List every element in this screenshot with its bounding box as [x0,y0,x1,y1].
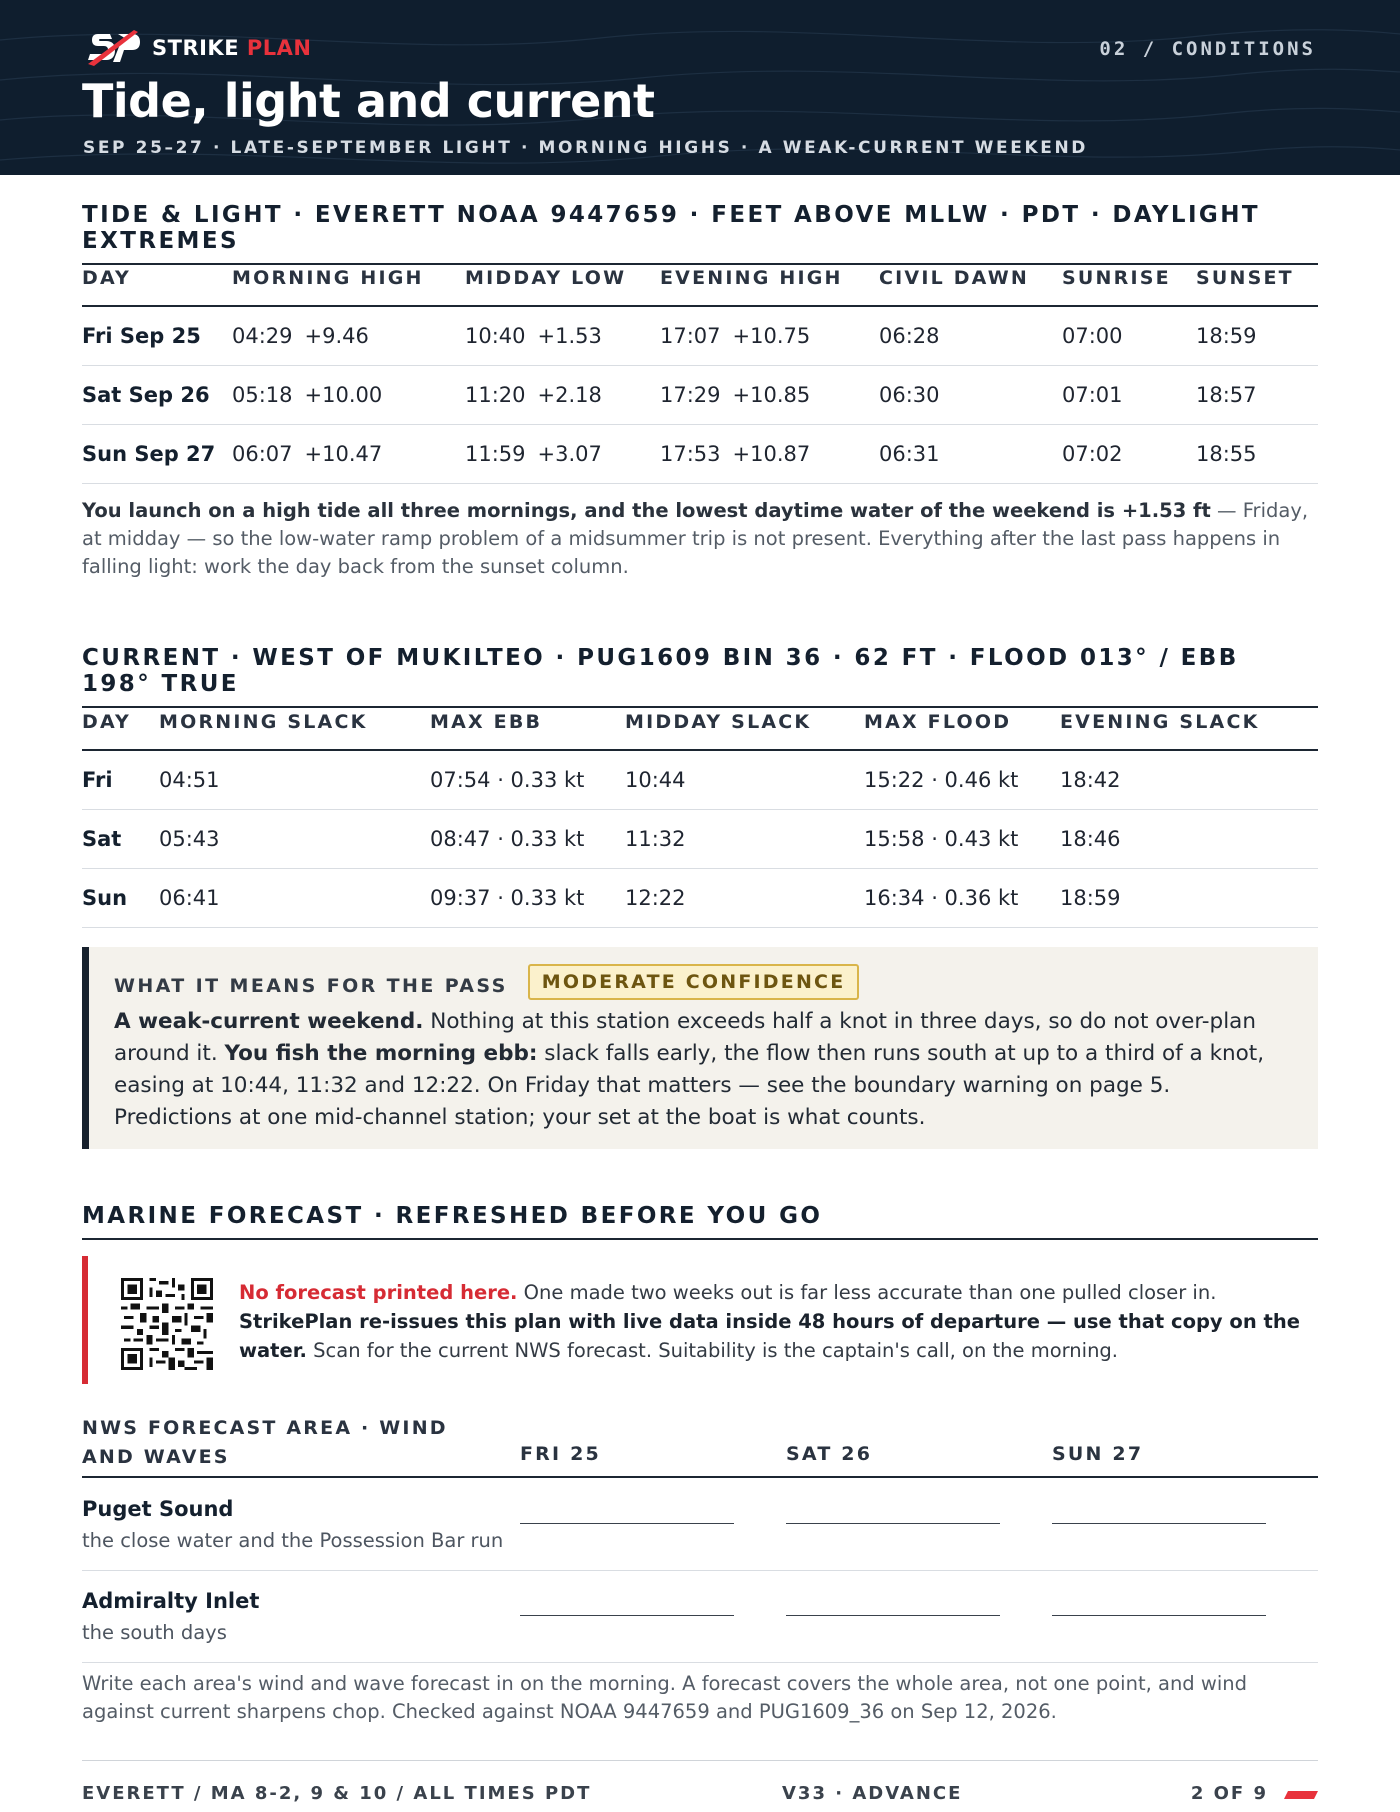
area-description: the close water and the Possession Bar run [82,1529,504,1552]
footer-version: V33 · ADVANCE [782,1783,963,1804]
table-row [82,750,1318,809]
day-cell: Sun Sep 27 [82,424,232,483]
forecast-table-header [82,1410,1318,1478]
midday-low-cell: 10:40 +1.53 [465,306,660,365]
max-ebb-cell: 09:37 · 0.33 kt [430,868,625,927]
table-row [82,868,1318,927]
midday-slack-cell: 11:32 [625,809,864,868]
table-row [82,365,1318,424]
sunset-cell: 18:57 [1196,365,1318,424]
current-section-heading: CURRENT · WEST OF MUKILTEO · PUG1609 BIN 36 · 62 FT · FLOOD 013° / EBB 198° TRUE [82,645,1318,708]
col-civil-dawn: CIVIL DAWN [879,250,1062,306]
area-name: Puget Sound [82,1497,234,1521]
table-row [82,809,1318,868]
col-morning-high: MORNING HIGH [232,250,465,306]
strikeplan-sp-logo-icon [88,28,140,68]
midday-low-cell: 11:20 +2.18 [465,365,660,424]
footer-location: EVERETT / MA 8-2, 9 & 10 / ALL TIMES PDT [82,1783,592,1804]
midday-low-cell: 11:59 +3.07 [465,424,660,483]
day-cell: Sun [82,868,159,927]
midday-slack-cell: 12:22 [625,868,864,927]
col-morning-slack: MORNING SLACK [159,694,430,750]
col-evening-slack: EVENING SLACK [1060,694,1318,750]
evening-slack-cell: 18:42 [1060,750,1318,809]
evening-high-cell: 17:53 +10.87 [660,424,879,483]
col-day: DAY [82,250,232,306]
page-footer [82,1760,1318,1812]
col-evening-high: EVENING HIGH [660,250,879,306]
max-flood-cell: 16:34 · 0.36 kt [864,868,1060,927]
evening-slack-cell: 18:59 [1060,868,1318,927]
day-cell: Sat [82,809,159,868]
page-title: Tide, light and current [82,74,655,128]
max-ebb-cell: 08:47 · 0.33 kt [430,809,625,868]
area-description: the south days [82,1621,227,1644]
civil-dawn-cell: 06:30 [879,365,1062,424]
col-midday-slack: MIDDAY SLACK [625,694,864,750]
forecast-row-puget-sound [82,1479,1318,1571]
max-flood-cell: 15:22 · 0.46 kt [864,750,1060,809]
sun-fill-in-line[interactable] [1052,1523,1266,1524]
page-subtitle: SEP 25–27 · LATE-SEPTEMBER LIGHT · MORNING HIGHS · A WEAK-CURRENT WEEKEND [83,138,1088,158]
civil-dawn-cell: 06:31 [879,424,1062,483]
brand-name: STRIKE PLAN [152,36,312,60]
col-max-flood: MAX FLOOD [864,694,1060,750]
evening-high-cell: 17:07 +10.75 [660,306,879,365]
max-ebb-cell: 07:54 · 0.33 kt [430,750,625,809]
tide-table [82,250,1318,484]
sunset-cell: 18:55 [1196,424,1318,483]
forecast-section-heading: MARINE FORECAST · REFRESHED BEFORE YOU GO [82,1203,1318,1240]
area-name: Admiralty Inlet [82,1589,260,1613]
sunrise-cell: 07:01 [1062,365,1196,424]
morning-slack-cell: 04:51 [159,750,430,809]
col-forecast-area: NWS FORECAST AREA · WIND AND WAVES [82,1417,448,1468]
forecast-alert-text: No forecast printed here. One made two weeks out is far less accurate than one pulled closer in. StrikePlan re-issues this plan with live data inside 48 hours of departure — use that copy on the water. Scan for the current NWS forecast. Suitability is the captain's call, on the morning. [239,1281,1300,1362]
table-row [82,306,1318,365]
forecast-row-admiralty-inlet [82,1571,1318,1663]
morning-slack-cell: 05:43 [159,809,430,868]
brand-logo [88,28,311,68]
table-row [82,424,1318,483]
col-sunrise: SUNRISE [1062,250,1196,306]
fri-fill-in-line[interactable] [520,1523,734,1524]
page-number: 2 OF 9 [1190,1783,1268,1804]
current-table-header [82,694,1318,750]
col-midday-low: MIDDAY LOW [465,250,660,306]
col-sun: SUN 27 [1052,1443,1144,1465]
sat-fill-in-line[interactable] [786,1615,1000,1616]
col-sat: SAT 26 [786,1443,873,1465]
evening-slack-cell: 18:46 [1060,809,1318,868]
sunset-cell: 18:59 [1196,306,1318,365]
midday-slack-cell: 10:44 [625,750,864,809]
fri-fill-in-line[interactable] [520,1615,734,1616]
morning-high-cell: 05:18 +10.00 [232,365,465,424]
morning-high-cell: 04:29 +9.46 [232,306,465,365]
col-fri: FRI 25 [520,1443,601,1465]
col-sunset: SUNSET [1196,250,1318,306]
callout-body: A weak-current weekend. Nothing at this station exceeds half a knot in three days, so do not over-plan around it. You fish the morning ebb: slack falls early, the flow then runs south at up to a third of a knot, easing at 10:44, 11:32 and 12:22. On Friday that matters — see the boundary warning on page 5. Predictions at one mid-channel station; your set at the boat is what counts. [114,1009,1265,1130]
sat-fill-in-line[interactable] [786,1523,1000,1524]
sun-fill-in-line[interactable] [1052,1615,1266,1616]
morning-high-cell: 06:07 +10.47 [232,424,465,483]
red-slash-mark-icon [1284,1791,1318,1799]
morning-slack-cell: 06:41 [159,868,430,927]
day-cell: Fri Sep 25 [82,306,232,365]
forecast-alert [82,1256,1318,1384]
section-code: 02 / CONDITIONS [1099,38,1316,60]
civil-dawn-cell: 06:28 [879,306,1062,365]
sunrise-cell: 07:00 [1062,306,1196,365]
pass-callout [82,947,1318,1149]
confidence-badge: MODERATE CONFIDENCE [528,964,860,1000]
tide-section-heading: TIDE & LIGHT · EVERETT NOAA 9447659 · FEET ABOVE MLLW · PDT · DAYLIGHT EXTREMES [82,202,1318,265]
tide-table-header [82,250,1318,306]
day-cell: Fri [82,750,159,809]
col-max-ebb: MAX EBB [430,694,625,750]
max-flood-cell: 15:58 · 0.43 kt [864,809,1060,868]
qr-code-icon[interactable] [121,1278,213,1370]
evening-high-cell: 17:29 +10.85 [660,365,879,424]
forecast-note: Write each area's wind and wave forecast in on the morning. A forecast covers the whole area, not one point, and wind against current sharpens chop. Checked against NOAA 9447659 and PUG1609_36 on Sep 12, 2026. [82,1672,1247,1723]
sunrise-cell: 07:02 [1062,424,1196,483]
current-table [82,694,1318,928]
page-header [0,0,1400,175]
callout-kicker: WHAT IT MEANS FOR THE PASS [114,975,508,997]
tide-note: You launch on a high tide all three mornings, and the lowest daytime water of the weekend is +1.53 ft — Friday, at midday — so the low-water ramp problem of a midsummer trip is not present. Everything after the last pass happens in falling light: work the day back from the sunset column. [82,499,1309,578]
day-cell: Sat Sep 26 [82,365,232,424]
col-day: DAY [82,694,159,750]
